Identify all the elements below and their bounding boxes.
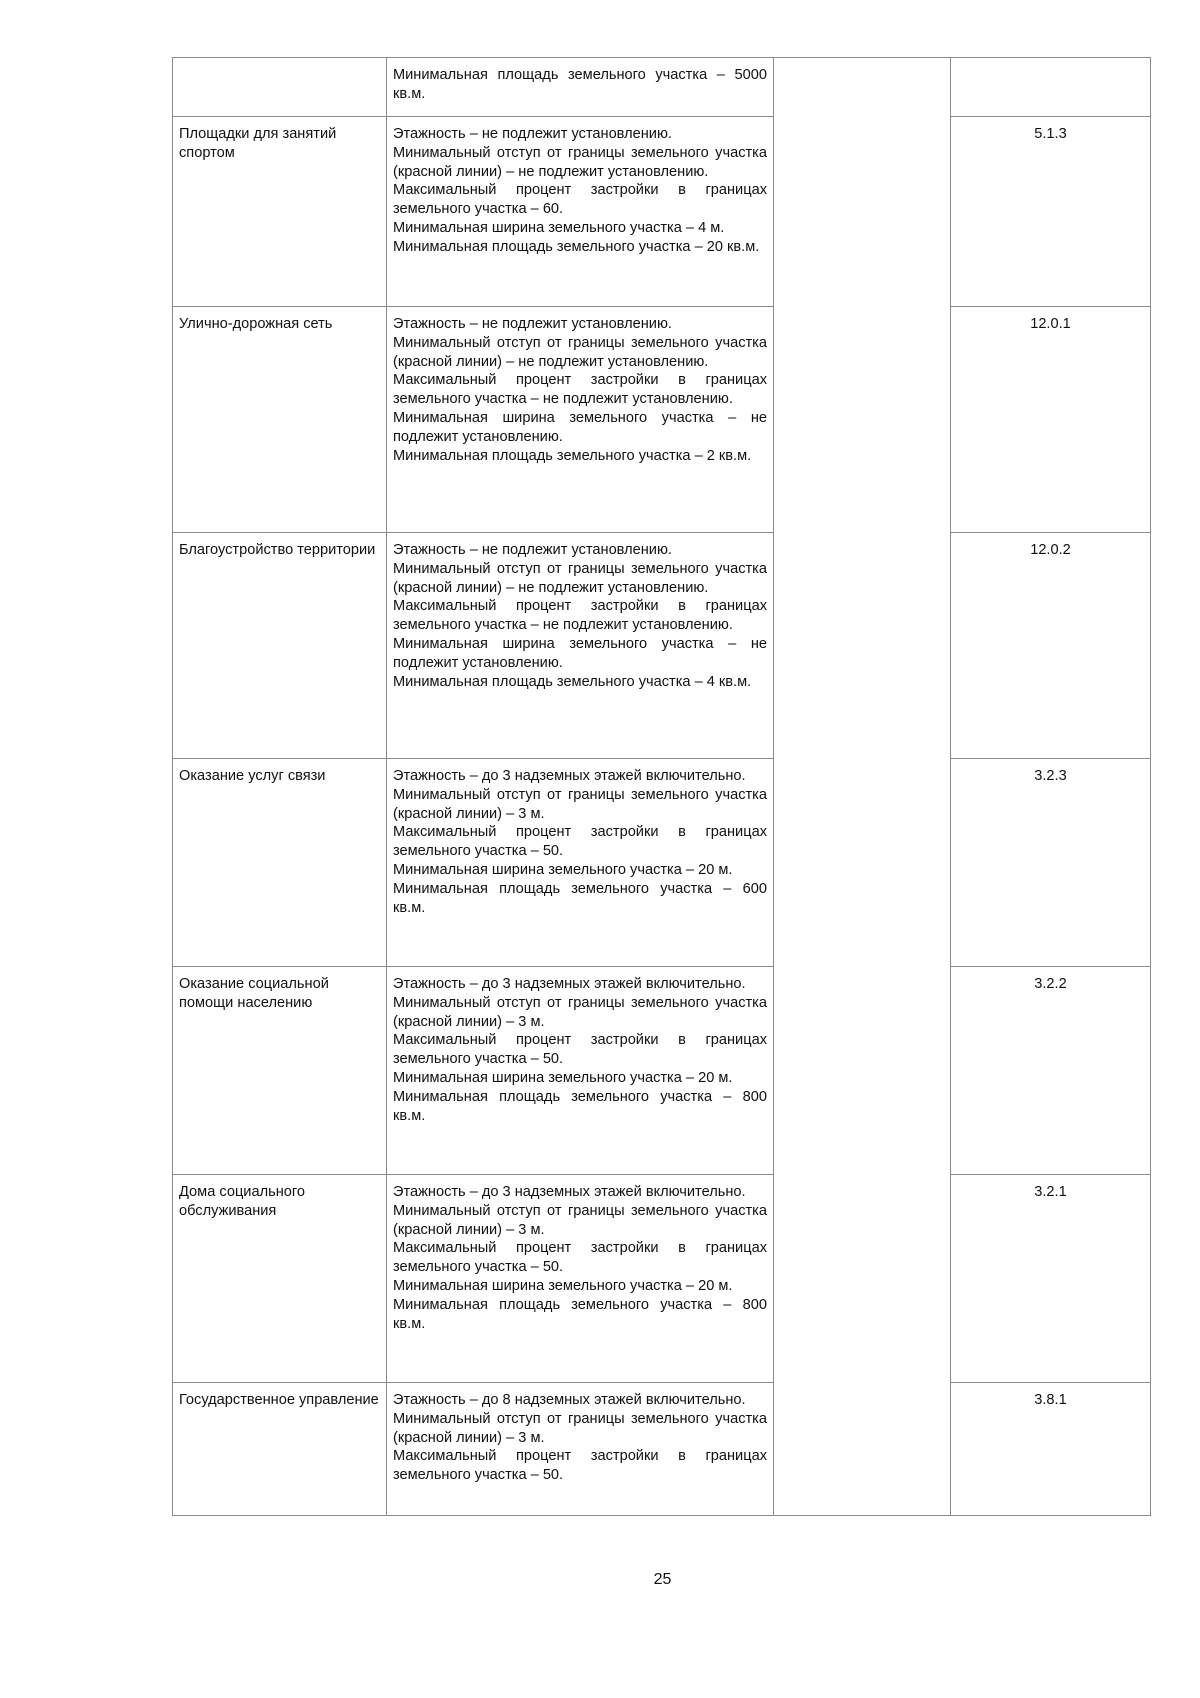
- table-row: [173, 117, 1151, 307]
- parameter-line: Минимальная ширина земельного участка – 20 м.: [393, 1277, 733, 1294]
- table-row: [173, 307, 1151, 533]
- table-row: [173, 1383, 1151, 1516]
- parameters-cell: [387, 1175, 774, 1383]
- classifier-code-cell: 3.2.3: [951, 759, 1151, 967]
- land-use-type-cell: Оказание социальной помощи населению: [173, 967, 387, 1175]
- table-row: [173, 58, 1151, 117]
- parameter-line: Минимальная ширина земельного участка – не подлежит установлению.: [393, 635, 767, 671]
- parameters-cell: [387, 533, 774, 759]
- parameter-line: Минимальный отступ от границы земельного участка (красной линии) – 3 м.: [393, 786, 767, 822]
- table-row: [173, 1175, 1151, 1383]
- classifier-code-cell: 3.8.1: [951, 1383, 1151, 1516]
- land-use-type-cell: Площадки для занятий спортом: [173, 117, 387, 307]
- parameter-line: Минимальная площадь земельного участка – 2 кв.м.: [393, 447, 752, 464]
- parameter-line: Этажность – до 8 надземных этажей включительно.: [393, 1392, 746, 1408]
- parameter-line: Максимальный процент застройки в границах земельного участка – 50.: [393, 1448, 767, 1484]
- empty-merged-cell: [774, 58, 951, 1516]
- classifier-code-cell: 5.1.3: [951, 117, 1151, 307]
- parameters-cell: [387, 759, 774, 967]
- land-use-type-cell: Оказание услуг связи: [173, 759, 387, 967]
- land-use-type-cell: Государственное управление: [173, 1383, 387, 1516]
- parameter-line: Минимальный отступ от границы земельного участка (красной линии) – не подлежит установлению.: [393, 144, 767, 180]
- parameter-line: Минимальная площадь земельного участка – 800 кв.м.: [393, 1296, 767, 1332]
- classifier-code-cell: 3.2.1: [951, 1175, 1151, 1383]
- table-body: [173, 58, 1151, 1516]
- parameter-line: Максимальный процент застройки в границах земельного участка – не подлежит установлению.: [393, 372, 767, 408]
- classifier-code-cell: 12.0.1: [951, 307, 1151, 533]
- parameter-line: Этажность – до 3 надземных этажей включительно.: [393, 1184, 746, 1200]
- land-use-type-cell: Дома социального обслуживания: [173, 1175, 387, 1383]
- parameters-cell: [387, 117, 774, 307]
- parameter-line: Минимальная площадь земельного участка – 600 кв.м.: [393, 880, 767, 916]
- table-row: [173, 967, 1151, 1175]
- parameter-line: Максимальный процент застройки в границах земельного участка – 50.: [393, 1240, 767, 1276]
- parameter-line: Этажность – до 3 надземных этажей включительно.: [393, 976, 746, 992]
- parameter-line: Минимальная площадь земельного участка – 20 кв.м.: [393, 238, 760, 255]
- classifier-code-cell: [951, 58, 1151, 117]
- table-row: [173, 759, 1151, 967]
- parameter-line: Минимальный отступ от границы земельного участка (красной линии) – 3 м.: [393, 1410, 767, 1446]
- parameter-line: Максимальный процент застройки в границах земельного участка – не подлежит установлению.: [393, 598, 767, 634]
- page-number: 25: [653, 1571, 672, 1588]
- parameters-cell: [387, 58, 774, 117]
- land-use-type-cell: Улично-дорожная сеть: [173, 307, 387, 533]
- parameter-line: Минимальная площадь земельного участка – 4 кв.м.: [393, 673, 752, 690]
- land-use-regulations-table: [172, 57, 1151, 1516]
- parameter-line: Минимальная ширина земельного участка – 20 м.: [393, 1069, 733, 1086]
- parameter-line: Максимальный процент застройки в границах земельного участка – 50.: [393, 1032, 767, 1068]
- parameters-cell: [387, 1383, 774, 1516]
- parameter-line: Минимальная ширина земельного участка – не подлежит установлению.: [393, 409, 767, 445]
- table-row: [173, 533, 1151, 759]
- classifier-code-cell: 3.2.2: [951, 967, 1151, 1175]
- parameters-cell: [387, 967, 774, 1175]
- parameter-line: Минимальная площадь земельного участка – 5000 кв.м.: [393, 67, 767, 102]
- land-use-type-cell: [173, 58, 387, 117]
- parameter-line: Этажность – не подлежит установлению.: [393, 542, 672, 558]
- land-use-type-cell: Благоустройство территории: [173, 533, 387, 759]
- parameter-line: Этажность – не подлежит установлению.: [393, 316, 672, 332]
- parameter-line: Минимальный отступ от границы земельного участка (красной линии) – 3 м.: [393, 1202, 767, 1238]
- parameter-line: Минимальный отступ от границы земельного участка (красной линии) – 3 м.: [393, 994, 767, 1030]
- parameter-line: Этажность – до 3 надземных этажей включительно.: [393, 768, 746, 784]
- parameter-line: Минимальная ширина земельного участка – 20 м.: [393, 861, 733, 878]
- parameter-line: Этажность – не подлежит установлению.: [393, 126, 672, 142]
- parameters-cell: [387, 307, 774, 533]
- parameter-line: Максимальный процент застройки в границах земельного участка – 60.: [393, 182, 767, 218]
- parameter-line: Минимальный отступ от границы земельного участка (красной линии) – не подлежит установлению.: [393, 334, 767, 370]
- parameter-line: Минимальная площадь земельного участка – 800 кв.м.: [393, 1088, 767, 1124]
- parameter-line: Максимальный процент застройки в границах земельного участка – 50.: [393, 824, 767, 860]
- parameter-line: Минимальная ширина земельного участка – 4 м.: [393, 219, 725, 236]
- parameter-line: Минимальный отступ от границы земельного участка (красной линии) – не подлежит установлению.: [393, 560, 767, 596]
- classifier-code-cell: 12.0.2: [951, 533, 1151, 759]
